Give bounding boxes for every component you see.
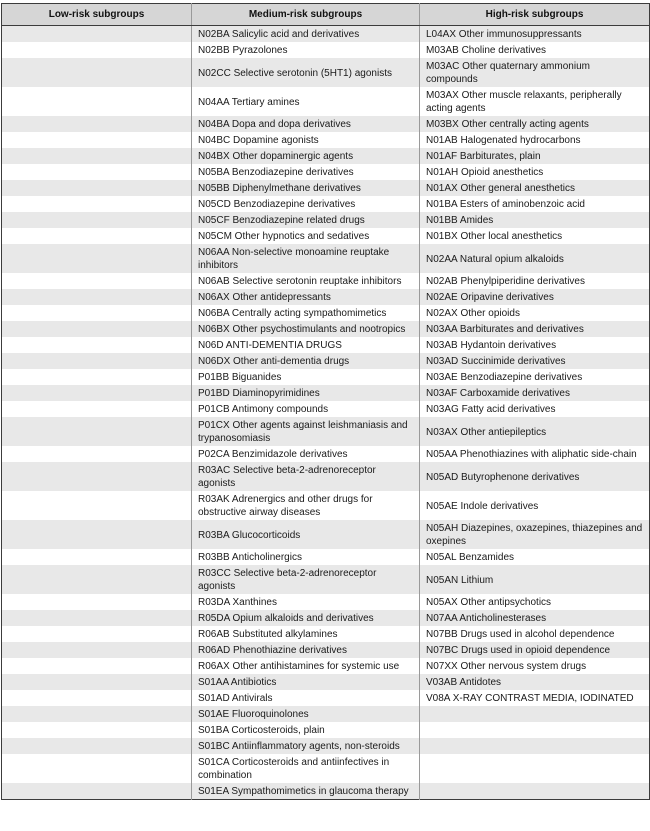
cell-low-risk [2, 446, 192, 462]
table-row [2, 385, 650, 401]
cell-low-risk [2, 87, 192, 116]
cell-low-risk [2, 401, 192, 417]
cell-medium-risk: N06DX Other anti-dementia drugs [192, 353, 420, 369]
cell-low-risk [2, 369, 192, 385]
table-row [2, 244, 650, 273]
cell-low-risk [2, 385, 192, 401]
cell-low-risk [2, 321, 192, 337]
cell-medium-risk: S01EA Sympathomimetics in glaucoma therapy [192, 783, 420, 800]
table-row [2, 462, 650, 491]
table-row [2, 58, 650, 87]
cell-medium-risk: P01BB Biguanides [192, 369, 420, 385]
cell-low-risk [2, 722, 192, 738]
cell-low-risk [2, 116, 192, 132]
cell-medium-risk: N06AX Other antidepressants [192, 289, 420, 305]
cell-high-risk: L04AX Other immunosuppressants [420, 26, 650, 43]
cell-high-risk [420, 706, 650, 722]
table-row [2, 610, 650, 626]
cell-high-risk: N05AX Other antipsychotics [420, 594, 650, 610]
table-row [2, 783, 650, 800]
cell-medium-risk: R03CC Selective beta-2-adrenoreceptor agonists [192, 565, 420, 594]
cell-low-risk [2, 642, 192, 658]
table-row [2, 289, 650, 305]
cell-medium-risk: N06AA Non-selective monoamine reuptake inhibitors [192, 244, 420, 273]
cell-medium-risk: S01AD Antivirals [192, 690, 420, 706]
cell-high-risk: V03AB Antidotes [420, 674, 650, 690]
table-row [2, 369, 650, 385]
table-row [2, 353, 650, 369]
header-high-risk-subgroups: High-risk subgroups [420, 4, 650, 26]
cell-low-risk [2, 462, 192, 491]
cell-high-risk [420, 738, 650, 754]
cell-medium-risk: R03AK Adrenergics and other drugs for obstructive airway diseases [192, 491, 420, 520]
cell-high-risk: N07BC Drugs used in opioid dependence [420, 642, 650, 658]
cell-medium-risk: N02BA Salicylic acid and derivatives [192, 26, 420, 43]
cell-low-risk [2, 196, 192, 212]
cell-high-risk: N03AD Succinimide derivatives [420, 353, 650, 369]
cell-high-risk: N03AB Hydantoin derivatives [420, 337, 650, 353]
cell-low-risk [2, 565, 192, 594]
cell-high-risk: N01BA Esters of aminobenzoic acid [420, 196, 650, 212]
cell-high-risk: M03AC Other quaternary ammonium compounds [420, 58, 650, 87]
table-row [2, 196, 650, 212]
table-body [2, 26, 650, 800]
cell-low-risk [2, 738, 192, 754]
cell-high-risk: N02AA Natural opium alkaloids [420, 244, 650, 273]
cell-medium-risk: S01CA Corticosteroids and antiinfectives in combination [192, 754, 420, 783]
table-row [2, 626, 650, 642]
cell-high-risk [420, 783, 650, 800]
table-row [2, 321, 650, 337]
table-row [2, 417, 650, 446]
cell-high-risk: N05AD Butyrophenone derivatives [420, 462, 650, 491]
cell-high-risk: N03AF Carboxamide derivatives [420, 385, 650, 401]
table-row [2, 164, 650, 180]
table-row [2, 228, 650, 244]
cell-medium-risk: N05CD Benzodiazepine derivatives [192, 196, 420, 212]
cell-medium-risk: P01CB Antimony compounds [192, 401, 420, 417]
table-row [2, 754, 650, 783]
table-header-row [2, 4, 650, 26]
cell-high-risk: N05AE Indole derivatives [420, 491, 650, 520]
table-row [2, 674, 650, 690]
cell-medium-risk: N05BB Diphenylmethane derivatives [192, 180, 420, 196]
cell-medium-risk: S01BC Antiinflammatory agents, non-steroids [192, 738, 420, 754]
cell-medium-risk: N04BA Dopa and dopa derivatives [192, 116, 420, 132]
cell-high-risk: N01AH Opioid anesthetics [420, 164, 650, 180]
cell-low-risk [2, 244, 192, 273]
cell-high-risk: N05AN Lithium [420, 565, 650, 594]
cell-low-risk [2, 674, 192, 690]
cell-low-risk [2, 706, 192, 722]
header-medium-risk-subgroups: Medium-risk subgroups [192, 4, 420, 26]
cell-medium-risk: P02CA Benzimidazole derivatives [192, 446, 420, 462]
table-row [2, 212, 650, 228]
table-row [2, 690, 650, 706]
cell-medium-risk: N05BA Benzodiazepine derivatives [192, 164, 420, 180]
cell-high-risk: N02AE Oripavine derivatives [420, 289, 650, 305]
header-low-risk-subgroups: Low-risk subgroups [2, 4, 192, 26]
table-row [2, 116, 650, 132]
cell-low-risk [2, 690, 192, 706]
table-row [2, 565, 650, 594]
table-row [2, 738, 650, 754]
cell-high-risk: N05AL Benzamides [420, 549, 650, 565]
cell-low-risk [2, 148, 192, 164]
cell-high-risk: N02AB Phenylpiperidine derivatives [420, 273, 650, 289]
cell-medium-risk: R03DA Xanthines [192, 594, 420, 610]
cell-high-risk: N01BB Amides [420, 212, 650, 228]
cell-high-risk: M03AX Other muscle relaxants, peripherally acting agents [420, 87, 650, 116]
cell-low-risk [2, 305, 192, 321]
cell-low-risk [2, 180, 192, 196]
cell-low-risk [2, 42, 192, 58]
cell-low-risk [2, 337, 192, 353]
table-row [2, 658, 650, 674]
cell-low-risk [2, 626, 192, 642]
table-row [2, 594, 650, 610]
cell-high-risk: N01AF Barbiturates, plain [420, 148, 650, 164]
cell-high-risk: N07XX Other nervous system drugs [420, 658, 650, 674]
cell-medium-risk: N04BC Dopamine agonists [192, 132, 420, 148]
table-row [2, 273, 650, 289]
cell-medium-risk: N06BA Centrally acting sympathomimetics [192, 305, 420, 321]
cell-high-risk: N05AA Phenothiazines with aliphatic side-chain [420, 446, 650, 462]
cell-low-risk [2, 783, 192, 800]
table-row [2, 549, 650, 565]
cell-high-risk: N01BX Other local anesthetics [420, 228, 650, 244]
cell-high-risk: N03AA Barbiturates and derivatives [420, 321, 650, 337]
cell-low-risk [2, 549, 192, 565]
cell-low-risk [2, 228, 192, 244]
table-row [2, 401, 650, 417]
table-row [2, 642, 650, 658]
cell-medium-risk: R05DA Opium alkaloids and derivatives [192, 610, 420, 626]
table-row [2, 180, 650, 196]
cell-low-risk [2, 658, 192, 674]
table-row [2, 491, 650, 520]
cell-high-risk: N07BB Drugs used in alcohol dependence [420, 626, 650, 642]
table-row [2, 337, 650, 353]
table-header [2, 4, 650, 26]
cell-medium-risk: N06BX Other psychostimulants and nootropics [192, 321, 420, 337]
cell-low-risk [2, 26, 192, 43]
cell-low-risk [2, 520, 192, 549]
cell-high-risk: M03AB Choline derivatives [420, 42, 650, 58]
cell-high-risk: V08A X-RAY CONTRAST MEDIA, IODINATED [420, 690, 650, 706]
table-row [2, 148, 650, 164]
cell-high-risk: N02AX Other opioids [420, 305, 650, 321]
cell-medium-risk: N02BB Pyrazolones [192, 42, 420, 58]
cell-low-risk [2, 491, 192, 520]
cell-medium-risk: N04BX Other dopaminergic agents [192, 148, 420, 164]
cell-high-risk: N05AH Diazepines, oxazepines, thiazepines and oxepines [420, 520, 650, 549]
cell-medium-risk: R06AX Other antihistamines for systemic use [192, 658, 420, 674]
cell-low-risk [2, 58, 192, 87]
cell-high-risk: N07AA Anticholinesterases [420, 610, 650, 626]
cell-medium-risk: N04AA Tertiary amines [192, 87, 420, 116]
cell-medium-risk: S01BA Corticosteroids, plain [192, 722, 420, 738]
cell-low-risk [2, 273, 192, 289]
risk-subgroups-table [1, 3, 650, 800]
cell-medium-risk: N06D ANTI-DEMENTIA DRUGS [192, 337, 420, 353]
cell-medium-risk: R06AB Substituted alkylamines [192, 626, 420, 642]
table-row [2, 26, 650, 43]
cell-low-risk [2, 132, 192, 148]
cell-medium-risk: P01CX Other agents against leishmaniasis and trypanosomiasis [192, 417, 420, 446]
cell-high-risk: N03AX Other antiepileptics [420, 417, 650, 446]
cell-medium-risk: R03AC Selective beta-2-adrenoreceptor agonists [192, 462, 420, 491]
cell-low-risk [2, 610, 192, 626]
table-row [2, 42, 650, 58]
table-row [2, 722, 650, 738]
table-row [2, 706, 650, 722]
cell-medium-risk: R03BA Glucocorticoids [192, 520, 420, 549]
cell-high-risk [420, 722, 650, 738]
cell-medium-risk: P01BD Diaminopyrimidines [192, 385, 420, 401]
table-row [2, 446, 650, 462]
cell-low-risk [2, 212, 192, 228]
cell-low-risk [2, 754, 192, 783]
table-row [2, 305, 650, 321]
cell-medium-risk: S01AE Fluoroquinolones [192, 706, 420, 722]
cell-low-risk [2, 353, 192, 369]
cell-high-risk [420, 754, 650, 783]
cell-low-risk [2, 594, 192, 610]
cell-medium-risk: R03BB Anticholinergics [192, 549, 420, 565]
cell-low-risk [2, 164, 192, 180]
cell-high-risk: N03AE Benzodiazepine derivatives [420, 369, 650, 385]
cell-medium-risk: N05CM Other hypnotics and sedatives [192, 228, 420, 244]
cell-high-risk: N03AG Fatty acid derivatives [420, 401, 650, 417]
cell-high-risk: N01AB Halogenated hydrocarbons [420, 132, 650, 148]
table-row [2, 132, 650, 148]
cell-medium-risk: S01AA Antibiotics [192, 674, 420, 690]
cell-medium-risk: N02CC Selective serotonin (5HT1) agonists [192, 58, 420, 87]
table-row [2, 87, 650, 116]
cell-low-risk [2, 417, 192, 446]
cell-low-risk [2, 289, 192, 305]
cell-high-risk: N01AX Other general anesthetics [420, 180, 650, 196]
cell-medium-risk: R06AD Phenothiazine derivatives [192, 642, 420, 658]
cell-high-risk: M03BX Other centrally acting agents [420, 116, 650, 132]
table-row [2, 520, 650, 549]
cell-medium-risk: N06AB Selective serotonin reuptake inhibitors [192, 273, 420, 289]
cell-medium-risk: N05CF Benzodiazepine related drugs [192, 212, 420, 228]
